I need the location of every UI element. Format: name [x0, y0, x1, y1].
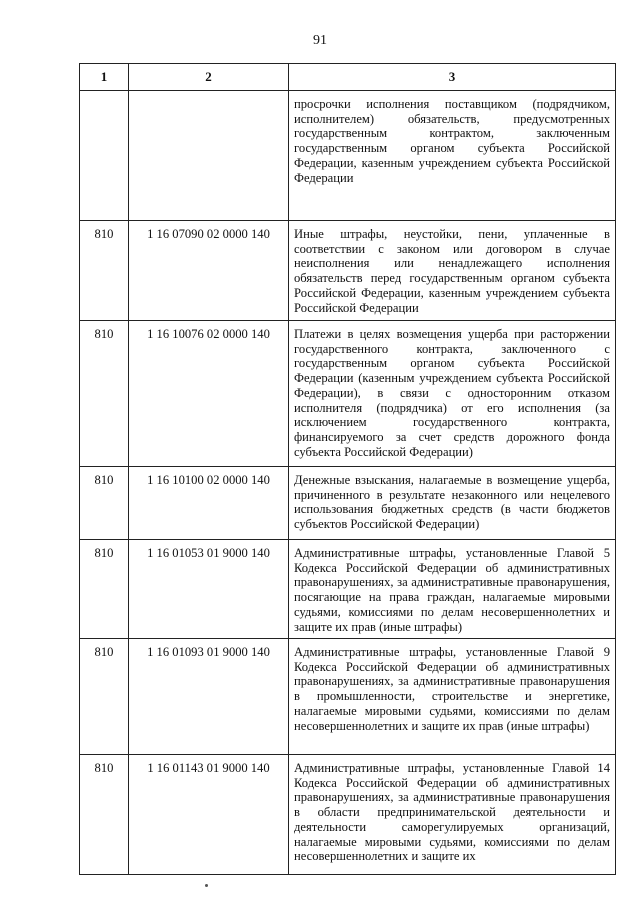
row-budget-code: 1 16 01143 01 9000 140: [129, 755, 289, 875]
row-admin-code: 810: [80, 321, 129, 467]
header-col-3: 3: [289, 64, 616, 91]
row-description: Платежи в целях возмещения ущерба при расторжении государственного контракта, заключенного с государственным органом субъекта Российской Федерации (казенным учреждением субъекта Российской Федерации), в связи с односторонним отказом исполнителя (подрядчика) от его исполнения (за исключением государственного контракта, финансируемого за счет средств дорожного фонда субъекта Российской Федерации): [289, 321, 616, 467]
row-admin-code: 810: [80, 467, 129, 540]
table-row: [80, 221, 616, 321]
row-budget-code: 1 16 10076 02 0000 140: [129, 321, 289, 467]
header-col-1: 1: [80, 64, 129, 91]
row-admin-code: 810: [80, 221, 129, 321]
table-row: [80, 321, 616, 467]
row-description: Иные штрафы, неустойки, пени, уплаченные в соответствии с законом или договором в случае неисполнения или ненадлежащего исполнения обязательств перед государственным органом субъекта Российской Федерации, казенным учреждением субъекта Российской Федерации: [289, 221, 616, 321]
row-description: просрочки исполнения поставщиком (подрядчиком, исполнителем) обязательств, предусмотренных государственным контрактом, заключенным государственным органом субъекта Российской Федерации, казенным учреждением субъекта Российской Федерации: [289, 91, 616, 221]
row-description: Административные штрафы, установленные Главой 5 Кодекса Российской Федерации об административных правонарушениях, за административные правонарушения, посягающие на права граждан, налагаемые мировыми судьями, комиссиями по делам несовершеннолетних и защите их прав (иные штрафы): [289, 540, 616, 639]
row-admin-code: [80, 91, 129, 221]
table-row: [80, 540, 616, 639]
table-row: [80, 467, 616, 540]
row-description: Административные штрафы, установленные Главой 14 Кодекса Российской Федерации об административных правонарушениях, за административные правонарушения в области предпринимательской деятельности и деятельности саморегулируемых организаций, налагаемые мировыми судьями, комиссиями по делам несовершеннолетних и защите их: [289, 755, 616, 875]
row-admin-code: 810: [80, 755, 129, 875]
table-header-row: [80, 64, 616, 91]
scan-speck: [205, 884, 208, 887]
row-description: Денежные взыскания, налагаемые в возмещение ущерба, причиненного в результате незаконного или нецелевого использования бюджетных средств (в части бюджетов субъектов Российской Федерации): [289, 467, 616, 540]
table-row: [80, 91, 616, 221]
table-row: [80, 755, 616, 875]
budget-codes-table: [79, 63, 616, 875]
row-budget-code: 1 16 07090 02 0000 140: [129, 221, 289, 321]
row-budget-code: 1 16 01053 01 9000 140: [129, 540, 289, 639]
row-budget-code: 1 16 01093 01 9000 140: [129, 639, 289, 755]
page-number: 91: [313, 33, 327, 48]
header-col-2: 2: [129, 64, 289, 91]
row-budget-code: 1 16 10100 02 0000 140: [129, 467, 289, 540]
row-admin-code: 810: [80, 639, 129, 755]
row-description: Административные штрафы, установленные Главой 9 Кодекса Российской Федерации об административных правонарушениях, за административные правонарушения в промышленности, строительстве и энергетике, налагаемые мировыми судьями, комиссиями по делам несовершеннолетних и защите их прав (иные штрафы): [289, 639, 616, 755]
table-row: [80, 639, 616, 755]
row-admin-code: 810: [80, 540, 129, 639]
row-budget-code: [129, 91, 289, 221]
